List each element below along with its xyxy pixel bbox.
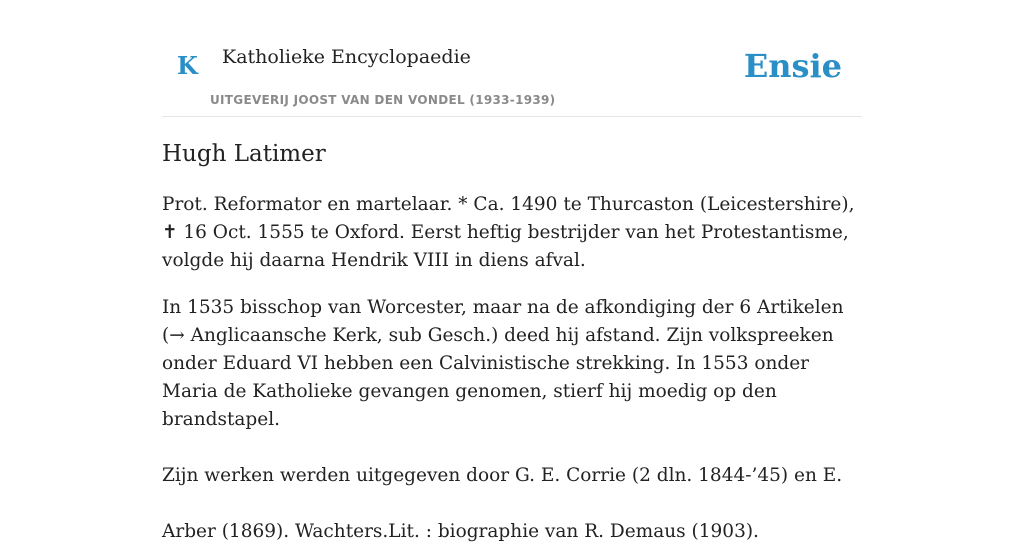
encyclopedia-logo[interactable]: K xyxy=(177,51,198,80)
article-title: Hugh Latimer xyxy=(162,141,326,167)
article xyxy=(162,139,867,546)
publisher-label: UITGEVERIJ JOOST VAN DEN VONDEL (1933-1939) xyxy=(210,93,556,107)
article-paragraph: In 1535 bisschop van Worcester, maar na de afkondiging der 6 Artikelen (→ Anglicaansche Kerk, sub Gesch.) deed hij afstand. Zijn volkspreeken onder Eduard VI hebben een Calvinistische strekking. In 1553 onder Maria de Katholieke gevangen genomen, stierf hij moedig op den brandstapel. xyxy=(162,297,844,430)
site-header xyxy=(162,0,862,117)
article-paragraph: Prot. Reformator en martelaar. * Ca. 1490 te Thurcaston (Leicestershire), ✝ 16 Oct. 1555 te Oxford. Eerst heftig bestrijder van het Protestantisme, volgde hij daarna Hendrik VIII in diens afval. xyxy=(162,194,855,271)
article-paragraph: Zijn werken werden uitgegeven door G. E. Corrie (2 dln. 1844-’45) en E. xyxy=(162,465,843,486)
site-title: Katholieke Encyclopaedie xyxy=(222,46,471,68)
article-paragraph: Arber (1869). Wachters.Lit. : biographie van R. Demaus (1903). xyxy=(162,521,759,542)
ensie-brand-link[interactable]: Ensie xyxy=(743,47,842,85)
